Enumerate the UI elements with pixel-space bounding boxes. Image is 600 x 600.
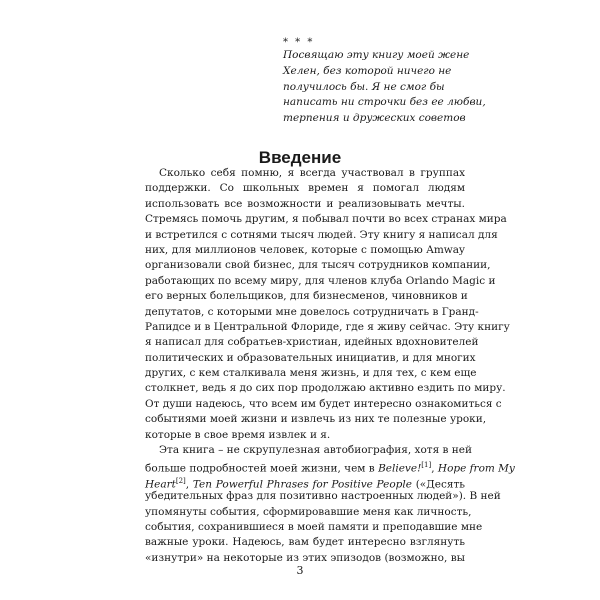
body-line: упомянуты события, сформировавшие меня как личность, [145, 505, 472, 518]
chapter-body [145, 166, 515, 566]
body-line: события, сохранившиеся в моей памяти и преподавшие мне [145, 520, 483, 533]
body-line: политических и образовательных инициатив, и для многих [145, 351, 476, 364]
body-line: убедительных фраз для позитивно настроенных людей»). В ней [145, 490, 501, 503]
body-line: я написал для собратьев-христиан, идейных вдохновителей [145, 336, 479, 349]
footnote-ref[interactable]: [2] [175, 476, 186, 485]
chapter-title: Введение [258, 148, 342, 167]
body-line: которые в свое время извлек и я. [145, 428, 331, 441]
body-line [145, 458, 515, 475]
body-line: работающих по всему миру, для членов клуба Orlando Magic и [145, 274, 496, 287]
epigraph-line: написать ни строчки без ее любви, [283, 96, 486, 109]
body-line: От души надеюсь, что всем им будет интересно ознакомиться с [145, 397, 502, 410]
body-line: них, для миллионов человек, которые с помощью Amway [145, 243, 465, 256]
epigraph-line: Хелен, без которой ничего не [283, 64, 452, 77]
page-number: 3 [296, 564, 304, 577]
body-text: больше подробностей моей жизни, чем в [145, 462, 379, 475]
book-title-hope: Hope from My [437, 462, 515, 475]
body-line: поддержки. Со школьных времен я помогал людям [145, 182, 465, 195]
book-title-heart: Heart [145, 478, 176, 491]
body-line [145, 474, 465, 489]
separator: , [431, 462, 438, 475]
epigraph-line: получилось бы. Я не смог бы [283, 80, 445, 93]
body-line: и встретился с сотнями тысяч людей. Эту книгу я написал для [145, 228, 498, 241]
body-line: столкнет, ведь я до сих пор продолжаю активно ездить по миру. [145, 382, 506, 395]
epigraph [283, 48, 486, 127]
body-line: организовали свой бизнес, для тысяч сотрудников компании, [145, 259, 491, 272]
body-text: («Десять [411, 478, 466, 491]
body-line: других, с кем сталкивала меня жизнь, и для тех, с кем еще [145, 367, 477, 380]
body-line: событиями моей жизни и извлечь из них те полезные уроки, [145, 413, 487, 426]
body-line: важные уроки. Надеюсь, вам будет интересно взглянуть [145, 536, 465, 549]
body-line: Рапидсе и в Центральной Флориде, где я живу сейчас. Эту книгу [145, 320, 510, 333]
body-line: депутатов, с которыми мне довелось сотрудничать в Гранд- [145, 305, 479, 318]
body-line: его верных болельщиков, для бизнесменов, чиновников и [145, 290, 468, 303]
separator: , [185, 478, 193, 491]
book-title-believe: Believe! [378, 462, 422, 475]
book-title-ten-phrases: Ten Powerful Phrases for Positive People [192, 478, 412, 491]
body-line: Сколько себя помню, я всегда участвовал в группах [159, 167, 465, 179]
epigraph-marker: * * * [283, 37, 315, 48]
epigraph-line: Посвящаю эту книгу моей жене [283, 49, 470, 61]
epigraph-line: терпения и дружеских советов [283, 112, 466, 125]
body-line: использовать все возможности и реализовывать мечты. [145, 197, 465, 210]
body-line: Эта книга – не скрупулезная автобиография, хотя в ней [159, 444, 473, 457]
body-line: Стремясь помочь другим, я побывал почти во всех странах мира [145, 213, 507, 226]
body-line: «изнутри» на некоторые из этих эпизодов (возможно, вы [145, 551, 465, 564]
footnote-ref[interactable]: [1] [421, 461, 432, 470]
